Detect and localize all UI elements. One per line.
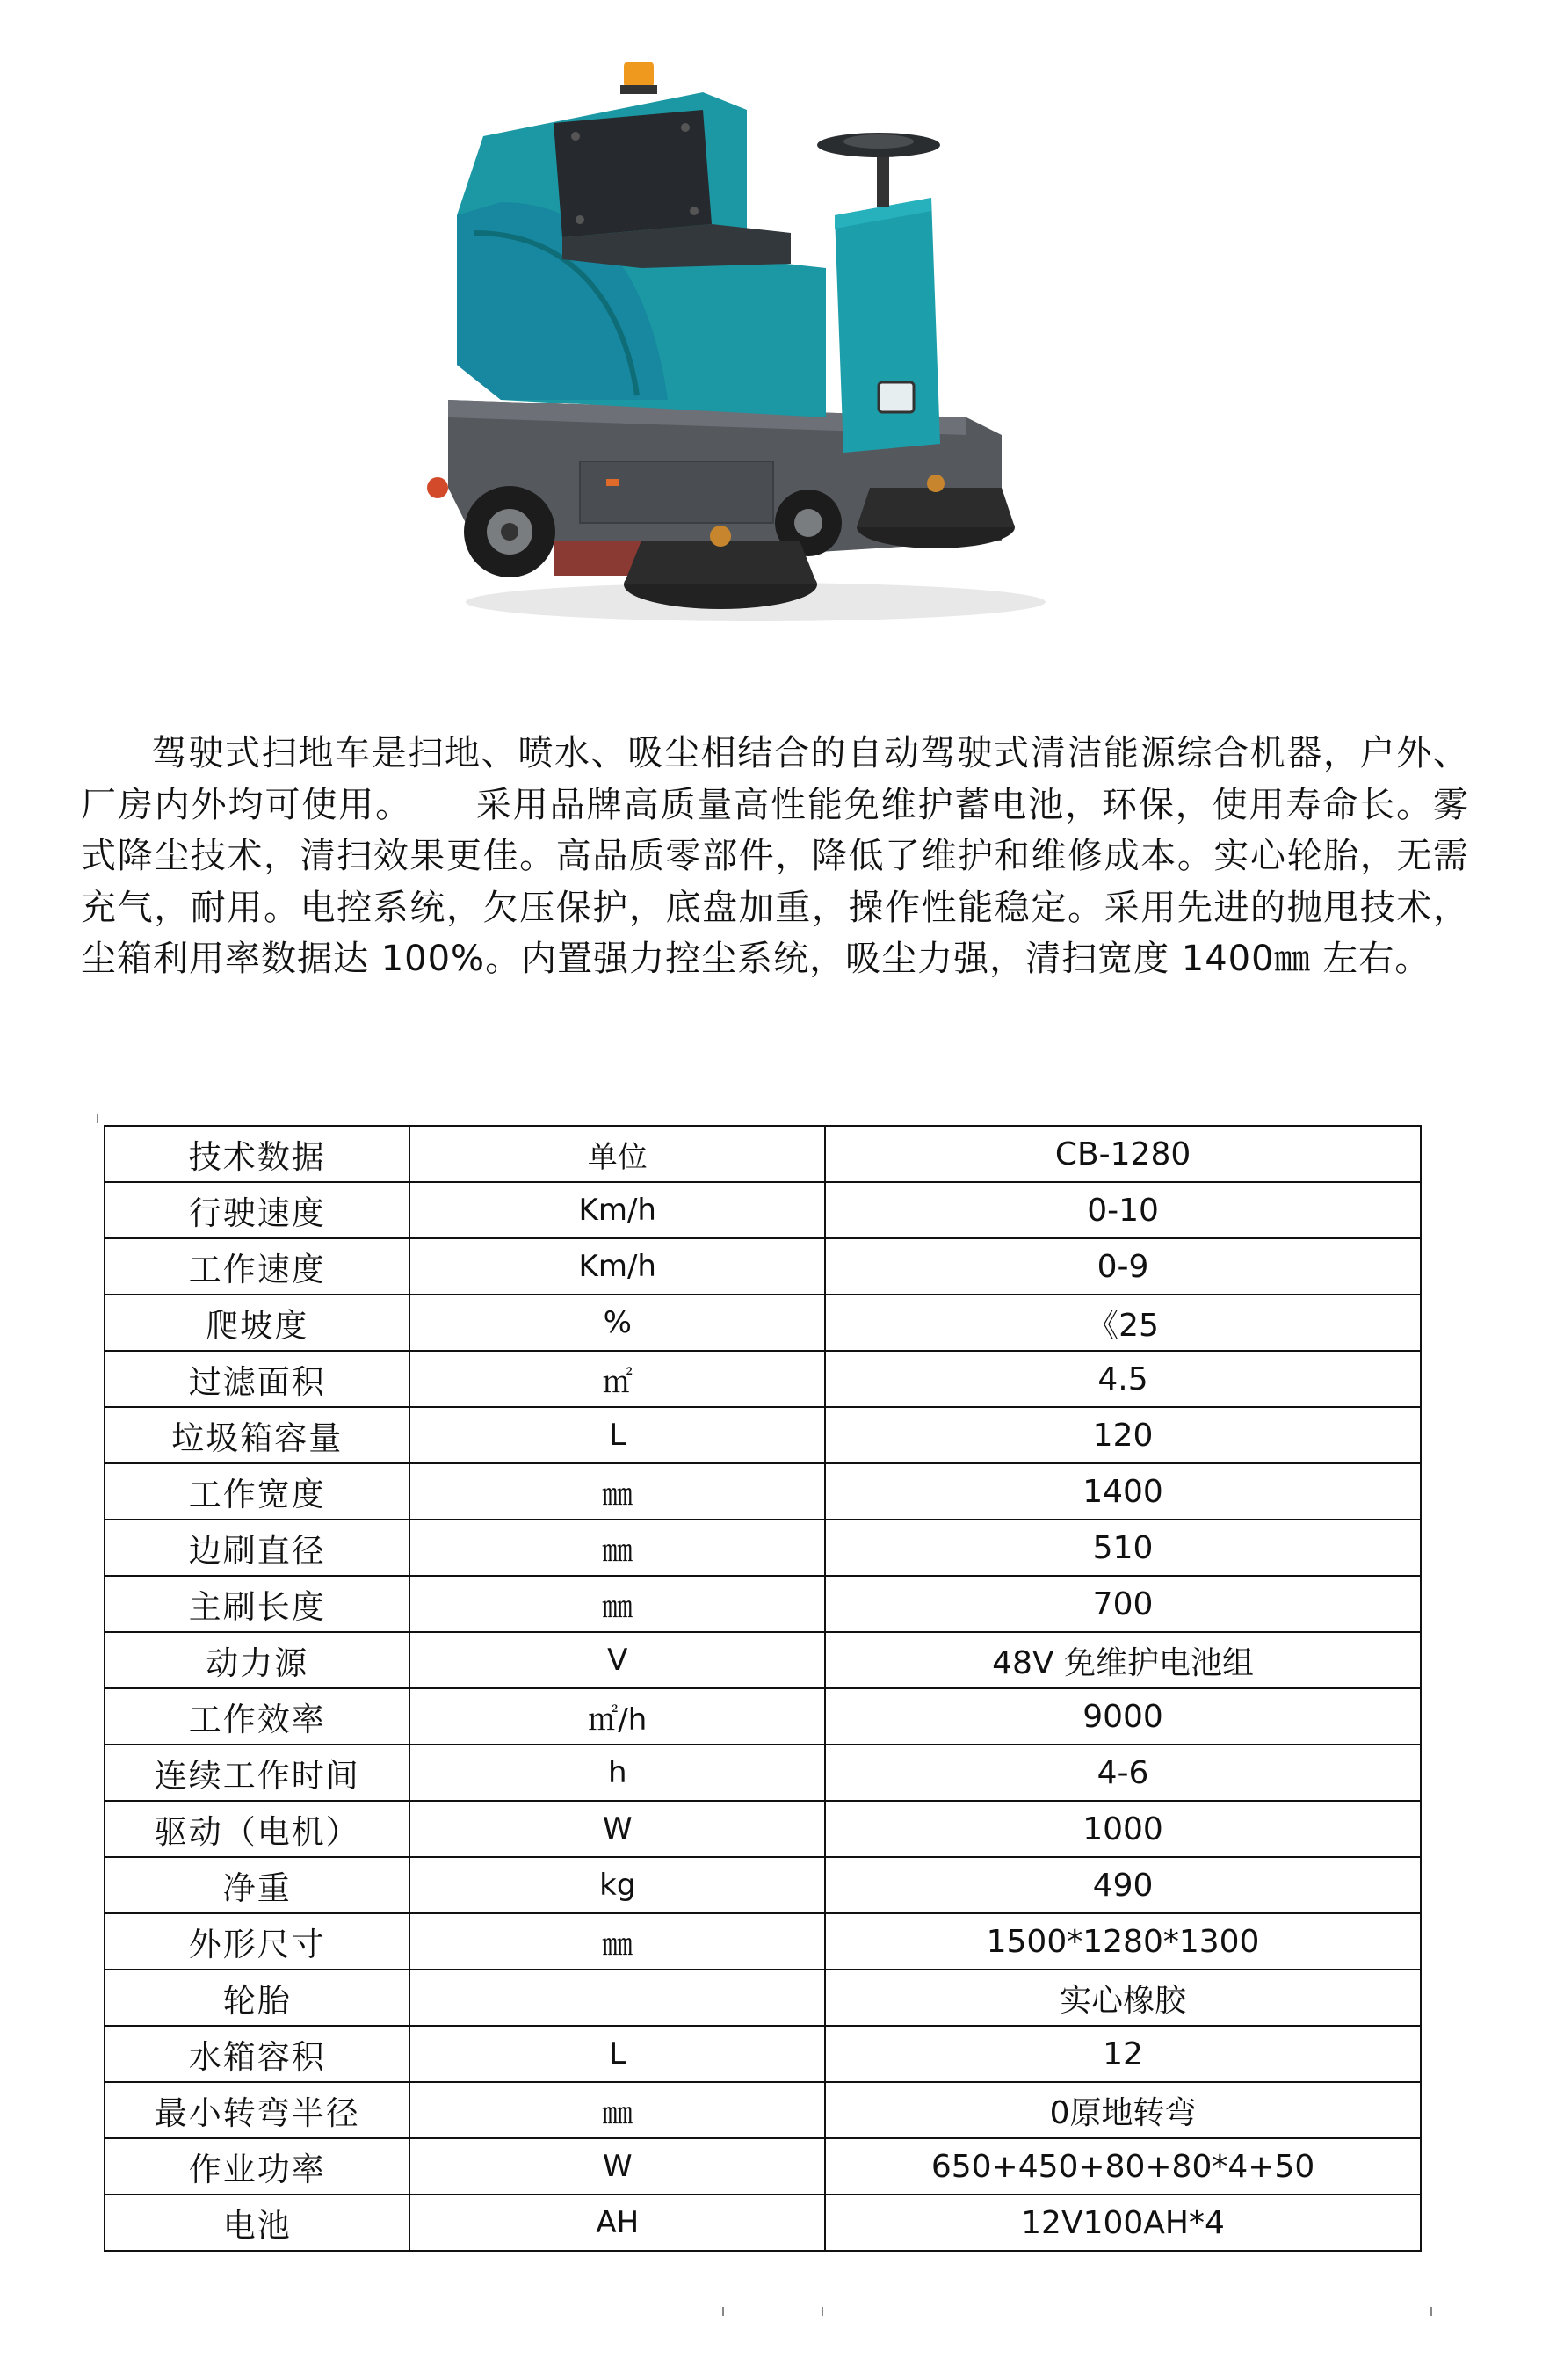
row-value: 490 bbox=[825, 1857, 1421, 1913]
table-row bbox=[105, 1576, 1421, 1632]
edge-tick bbox=[722, 2307, 724, 2316]
row-unit: ㎡ bbox=[409, 1351, 825, 1407]
row-param: 驱动（电机） bbox=[105, 1801, 409, 1857]
row-unit: % bbox=[409, 1295, 825, 1351]
table-row bbox=[105, 1857, 1421, 1913]
edge-tick bbox=[822, 2307, 823, 2316]
row-unit: L bbox=[409, 1407, 825, 1463]
table-row bbox=[105, 1801, 1421, 1857]
row-unit: W bbox=[409, 1801, 825, 1857]
row-unit: kg bbox=[409, 1857, 825, 1913]
row-value: 4-6 bbox=[825, 1745, 1421, 1801]
table-row bbox=[105, 1745, 1421, 1801]
table-row bbox=[105, 1913, 1421, 1970]
row-param: 作业功率 bbox=[105, 2138, 409, 2195]
row-unit: ㎜ bbox=[409, 1913, 825, 1970]
header-model: CB-1280 bbox=[825, 1126, 1421, 1182]
row-unit: V bbox=[409, 1632, 825, 1688]
row-unit: ㎜ bbox=[409, 2082, 825, 2138]
row-unit: ㎡/h bbox=[409, 1688, 825, 1745]
row-unit: L bbox=[409, 2026, 825, 2082]
row-value: 9000 bbox=[825, 1688, 1421, 1745]
row-param: 主刷长度 bbox=[105, 1576, 409, 1632]
row-param: 工作宽度 bbox=[105, 1463, 409, 1520]
row-param: 净重 bbox=[105, 1857, 409, 1913]
row-value: 《25 bbox=[825, 1295, 1421, 1351]
intro-part2: 采用品牌高质量高性能免维护蓄电池，环保，使用寿命长。雾式降尘技术，清扫效果更佳。高品质零部件，降低了维护和维修成本。实心轮胎，无需充气，耐用。电控系统，欠压保护，底盘加重，操作性能稳定。采用先进的抛甩技术，尘箱利用率数据达 100%。内置强力控尘系统，吸尘力强，清扫宽度 1400㎜ 左右。 bbox=[81, 784, 1469, 979]
table-row bbox=[105, 1632, 1421, 1688]
row-value: 700 bbox=[825, 1576, 1421, 1632]
row-value: 12V100AH*4 bbox=[825, 2195, 1421, 2251]
row-value: 48V 免维护电池组 bbox=[825, 1632, 1421, 1688]
table-row bbox=[105, 2138, 1421, 2195]
row-param: 过滤面积 bbox=[105, 1351, 409, 1407]
row-param: 工作速度 bbox=[105, 1238, 409, 1295]
row-value: 1400 bbox=[825, 1463, 1421, 1520]
row-param: 动力源 bbox=[105, 1632, 409, 1688]
row-param: 行驶速度 bbox=[105, 1182, 409, 1238]
edge-tick bbox=[1430, 2307, 1432, 2316]
edge-tick bbox=[97, 1114, 98, 1123]
intro-part1: 驾驶式扫地车是扫地、喷水、吸尘相结合的自动驾驶式清洁能源综合机器，户外、厂房内外均可使用。 bbox=[81, 733, 1469, 825]
table-row bbox=[105, 1463, 1421, 1520]
row-param: 边刷直径 bbox=[105, 1520, 409, 1576]
table-header-row bbox=[105, 1126, 1421, 1182]
row-param: 连续工作时间 bbox=[105, 1745, 409, 1801]
row-value: 0-9 bbox=[825, 1238, 1421, 1295]
row-value: 1500*1280*1300 bbox=[825, 1913, 1421, 1970]
header-unit: 单位 bbox=[409, 1126, 825, 1182]
header-param: 技术数据 bbox=[105, 1126, 409, 1182]
table-row bbox=[105, 1182, 1421, 1238]
spec-table bbox=[104, 1125, 1422, 2252]
table-row bbox=[105, 1970, 1421, 2026]
row-unit bbox=[409, 1970, 825, 2026]
row-param: 工作效率 bbox=[105, 1688, 409, 1745]
intro-paragraph bbox=[81, 728, 1469, 985]
row-param: 爬坡度 bbox=[105, 1295, 409, 1351]
table-row bbox=[105, 1407, 1421, 1463]
row-param: 轮胎 bbox=[105, 1970, 409, 2026]
row-value: 1000 bbox=[825, 1801, 1421, 1857]
row-unit: W bbox=[409, 2138, 825, 2195]
row-value: 0-10 bbox=[825, 1182, 1421, 1238]
row-unit: AH bbox=[409, 2195, 825, 2251]
table-row bbox=[105, 1238, 1421, 1295]
row-param: 最小转弯半径 bbox=[105, 2082, 409, 2138]
table-row bbox=[105, 1520, 1421, 1576]
row-value: 0原地转弯 bbox=[825, 2082, 1421, 2138]
table-row bbox=[105, 2082, 1421, 2138]
table-row bbox=[105, 2195, 1421, 2251]
row-param: 外形尺寸 bbox=[105, 1913, 409, 1970]
row-param: 水箱容积 bbox=[105, 2026, 409, 2082]
table-row bbox=[105, 1688, 1421, 1745]
table-row bbox=[105, 1351, 1421, 1407]
row-param: 垃圾箱容量 bbox=[105, 1407, 409, 1463]
row-unit: h bbox=[409, 1745, 825, 1801]
row-value: 4.5 bbox=[825, 1351, 1421, 1407]
row-value: 实心橡胶 bbox=[825, 1970, 1421, 2026]
row-value: 120 bbox=[825, 1407, 1421, 1463]
row-unit: ㎜ bbox=[409, 1576, 825, 1632]
row-value: 510 bbox=[825, 1520, 1421, 1576]
row-unit: Km/h bbox=[409, 1238, 825, 1295]
row-value: 650+450+80+80*4+50 bbox=[825, 2138, 1421, 2195]
table-row bbox=[105, 2026, 1421, 2082]
row-unit: Km/h bbox=[409, 1182, 825, 1238]
row-unit: ㎜ bbox=[409, 1520, 825, 1576]
row-value: 12 bbox=[825, 2026, 1421, 2082]
product-image bbox=[422, 48, 1072, 646]
row-unit: ㎜ bbox=[409, 1463, 825, 1520]
table-row bbox=[105, 1295, 1421, 1351]
row-param: 电池 bbox=[105, 2195, 409, 2251]
